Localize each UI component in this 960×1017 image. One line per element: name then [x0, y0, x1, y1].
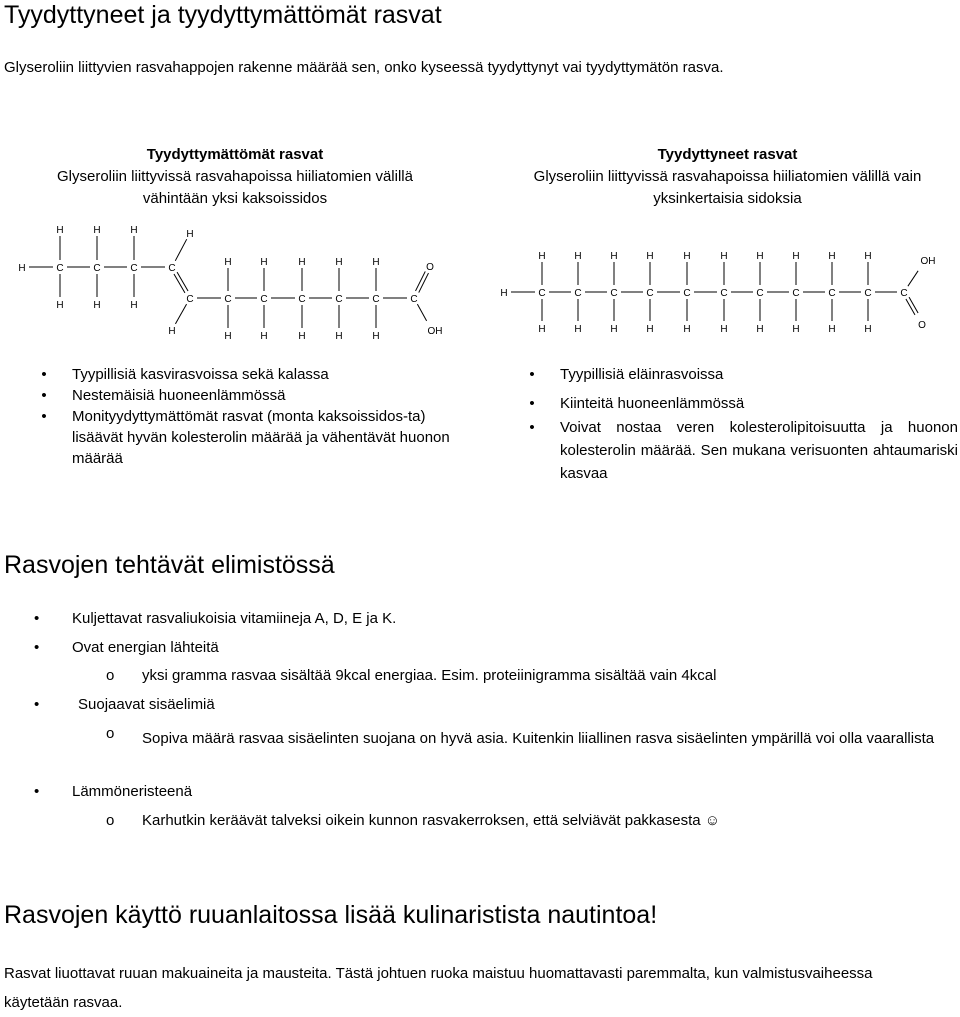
- sub-bullet-icon: o: [106, 812, 115, 829]
- atom-label: H: [130, 225, 138, 236]
- saturated-molecule-diagram: [490, 240, 960, 335]
- bond: [908, 271, 918, 286]
- atom-label: C: [93, 263, 101, 274]
- double-bond: [906, 299, 915, 315]
- atom-label: C: [683, 288, 691, 299]
- atom-label: H: [864, 251, 872, 262]
- atom-label: C: [756, 288, 764, 299]
- atom-label: C: [372, 294, 380, 305]
- double-bond: [909, 297, 918, 313]
- atom-label: H: [168, 326, 176, 337]
- atom-label: C: [646, 288, 654, 299]
- atom-label: OH: [427, 326, 443, 337]
- atom-label: H: [56, 225, 64, 236]
- atom-label: C: [224, 294, 232, 305]
- atom-label: C: [574, 288, 582, 299]
- atom-label: C: [720, 288, 728, 299]
- atom-label: H: [683, 251, 691, 262]
- atom-label: H: [610, 251, 618, 262]
- atom-label: C: [130, 263, 138, 274]
- section-heading-cooking: Rasvojen käyttö ruuanlaitossa lisää kulinaristista nautintoa!: [4, 901, 658, 929]
- saturated-bullet-list: [529, 364, 958, 485]
- atom-label: H: [260, 257, 268, 268]
- sub-bullet-icon: o: [106, 667, 115, 684]
- double-bond: [419, 273, 429, 292]
- atom-label: C: [538, 288, 546, 299]
- atom-label: H: [574, 251, 582, 262]
- page-title: Tyydyttyneet ja tyydyttymättömät rasvat: [4, 1, 442, 29]
- atom-label: C: [168, 263, 176, 274]
- bond: [175, 304, 186, 324]
- double-bond: [416, 271, 426, 290]
- atom-label: C: [900, 288, 908, 299]
- saturated-heading: Tyydyttyneet rasvat: [657, 146, 798, 163]
- unsaturated-heading: Tyydyttymättömät rasvat: [146, 146, 324, 163]
- bullet-icon: •: [529, 419, 535, 436]
- cooking-paragraph: Rasvat liuottavat ruuan makuaineita ja mausteita. Tästä johtuen ruoka maistuu huomattavasti paremmalta, kun valmistusvaiheessa käytetään rasvaa.: [4, 965, 873, 1011]
- atom-label: H: [756, 251, 764, 262]
- sub-list-item: yksi gramma rasvaa sisältää 9kcal energiaa. Esim. proteiinigramma sisältää vain 4kcal: [142, 667, 717, 684]
- bullet-icon: •: [34, 783, 40, 800]
- bullet-icon: •: [34, 610, 40, 627]
- list-item: • Tyypillisiä eläinrasvoissa: [560, 364, 958, 385]
- bullet-icon: •: [34, 639, 40, 656]
- atom-label: C: [186, 294, 194, 305]
- unsaturated-molecule-diagram: [0, 215, 470, 345]
- atom-label: O: [426, 262, 434, 273]
- sub-bullet-icon: o: [106, 725, 115, 742]
- list-item: • Tyypillisiä kasvirasvoissa sekä kalassa: [72, 364, 472, 385]
- atom-label: C: [56, 263, 64, 274]
- bond: [175, 239, 186, 261]
- bullet-icon: •: [34, 696, 40, 713]
- bullet-icon: •: [529, 366, 535, 383]
- bullet-icon: •: [41, 366, 47, 383]
- atom-label: H: [335, 331, 343, 342]
- atom-label: H: [756, 324, 764, 335]
- atom-label: H: [298, 331, 306, 342]
- atom-label: H: [610, 324, 618, 335]
- unsaturated-bullet-list: [41, 364, 472, 469]
- bond: [417, 304, 426, 321]
- atom-label: C: [335, 294, 343, 305]
- bullet-icon: •: [41, 408, 47, 425]
- atom-label: H: [646, 324, 654, 335]
- sub-list-item: Karhutkin keräävät talveksi oikein kunnon rasvakerroksen, että selviävät pakkasesta ☺: [142, 812, 721, 829]
- atom-label: OH: [920, 256, 936, 267]
- atom-label: H: [792, 324, 800, 335]
- atom-label: H: [93, 300, 101, 311]
- atom-label: H: [335, 257, 343, 268]
- list-item: • Nestemäisiä huoneenlämmössä: [72, 385, 472, 406]
- unsaturated-desc-line1: Glyseroliin liittyvissä rasvahapoissa hiiliatomien välillä: [57, 168, 413, 185]
- saturated-desc-line2: yksinkertaisia sidoksia: [653, 190, 802, 207]
- atom-label: H: [18, 263, 26, 274]
- atom-label: H: [646, 251, 654, 262]
- atom-label: H: [372, 331, 380, 342]
- atom-label: H: [538, 324, 546, 335]
- saturated-heading-block: [495, 144, 960, 210]
- list-item: Kuljettavat rasvaliukoisia vitamiineja A, D, E ja K.: [72, 610, 397, 627]
- atom-label: H: [130, 300, 138, 311]
- atom-label: C: [298, 294, 306, 305]
- atom-label: C: [864, 288, 872, 299]
- unsaturated-heading-block: [10, 144, 460, 210]
- atom-label: H: [500, 288, 508, 299]
- atom-label: H: [298, 257, 306, 268]
- atom-label: H: [224, 331, 232, 342]
- atom-label: H: [186, 229, 194, 240]
- atom-label: H: [720, 251, 728, 262]
- atom-label: H: [828, 251, 836, 262]
- atom-label: H: [538, 251, 546, 262]
- atom-label: H: [792, 251, 800, 262]
- atom-label: H: [574, 324, 582, 335]
- saturated-desc-line1: Glyseroliin liittyvissä rasvahapoissa hiiliatomien välillä vain: [533, 168, 922, 185]
- atom-label: C: [828, 288, 836, 299]
- atom-label: H: [372, 257, 380, 268]
- bullet-icon: •: [529, 395, 535, 412]
- atom-label: C: [260, 294, 268, 305]
- list-item: Suojaavat sisäelimiä: [78, 696, 215, 713]
- atom-label: H: [260, 331, 268, 342]
- list-item: Lämmöneristeenä: [72, 783, 193, 800]
- atom-label: C: [610, 288, 618, 299]
- list-item: • Voivat nostaa veren kolesterolipitoisuutta ja huonon kolesterolin määrää. Sen mukana verisuonten ahtaumariski kasvaa: [560, 416, 958, 485]
- atom-label: H: [864, 324, 872, 335]
- atom-label: H: [683, 324, 691, 335]
- atom-label: H: [224, 257, 232, 268]
- atom-label: C: [792, 288, 800, 299]
- atom-label: O: [918, 320, 926, 331]
- atom-label: H: [720, 324, 728, 335]
- bullet-icon: •: [41, 387, 47, 404]
- atom-label: H: [56, 300, 64, 311]
- sub-list-item: Sopiva määrä rasvaa sisäelinten suojana on hyvä asia. Kuitenkin liiallinen rasva sisäelinten ympärillä voi olla vaarallista: [142, 730, 935, 747]
- list-item: Ovat energian lähteitä: [72, 639, 219, 656]
- list-item: • Kiinteitä huoneenlämmössä: [560, 393, 958, 414]
- atom-label: C: [410, 294, 418, 305]
- section-heading-functions: Rasvojen tehtävät elimistössä: [4, 551, 335, 579]
- unsaturated-desc-line2: vähintään yksi kaksoissidos: [142, 190, 328, 207]
- intro-text: Glyseroliin liittyvien rasvahappojen rakenne määrää sen, onko kyseessä tyydyttynyt vai tyydyttymätön rasva.: [4, 59, 724, 76]
- list-item: • Monityydyttymättömät rasvat (monta kaksoissidos-ta) lisäävät hyvän kolesterolin määrää ja vähentävät huonon määrää: [72, 406, 472, 469]
- atom-label: H: [93, 225, 101, 236]
- atom-label: H: [828, 324, 836, 335]
